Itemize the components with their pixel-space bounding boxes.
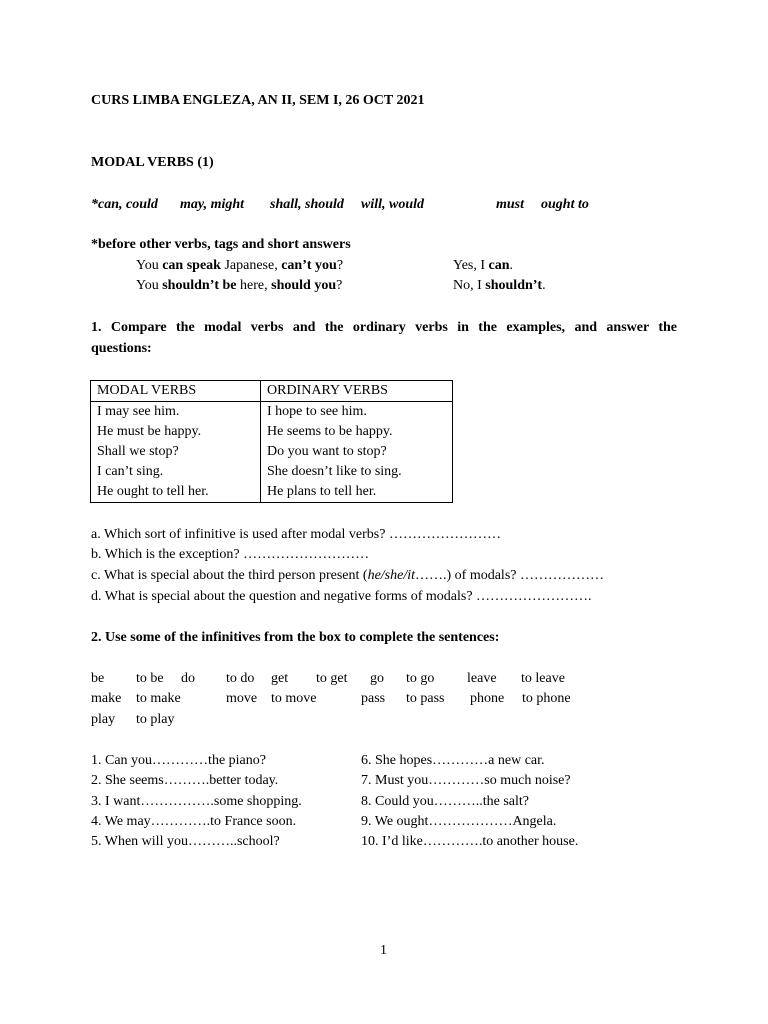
table-cell: She doesn’t like to sing. xyxy=(261,462,453,482)
sentence: 3. I want…………….some shopping. xyxy=(91,794,302,809)
modal-list-first xyxy=(91,195,158,215)
comparison-table xyxy=(90,380,453,503)
usage-answer-2: No, I shouldn’t. xyxy=(453,278,546,293)
infinitive: go xyxy=(370,671,384,686)
infinitive: to do xyxy=(226,671,255,686)
section-title: MODAL VERBS (1) xyxy=(91,155,214,170)
usage-answer-1: Yes, I can. xyxy=(453,258,514,273)
modal-item: ought to xyxy=(541,197,589,212)
sentence: 1. Can you…………the piano? xyxy=(91,753,266,768)
sentence: 9. We ought………………Angela. xyxy=(361,814,557,829)
table-cell: He must be happy. xyxy=(91,422,261,442)
infinitive: phone xyxy=(470,691,505,706)
question-c: c. What is special about the third person present (he/she/it…….) of modals? ……………… xyxy=(91,568,604,583)
modal-item: shall, should xyxy=(270,197,344,212)
sentence: 7. Must you…………so much noise? xyxy=(361,773,571,788)
table-header-row xyxy=(91,381,453,402)
infinitive: to play xyxy=(136,712,175,727)
modal-item: will, would xyxy=(361,197,425,212)
modal-item: must xyxy=(496,197,525,212)
course-header: CURS LIMBA ENGLEZA, AN II, SEM I, 26 OCT 2021 xyxy=(91,93,425,108)
modal-item: can, could xyxy=(98,197,158,212)
infinitive: to pass xyxy=(406,691,445,706)
table-row xyxy=(91,442,453,462)
usage-example-1: You can speak Japanese, can’t you? xyxy=(136,258,344,273)
infinitive: to move xyxy=(271,691,317,706)
column-header: ORDINARY VERBS xyxy=(261,381,453,402)
table-cell: Shall we stop? xyxy=(91,442,261,462)
exercise2-instruction: 2. Use some of the infinitives from the box to complete the sentences: xyxy=(91,630,500,645)
infinitive: to be xyxy=(136,671,164,686)
table-cell: I can’t sing. xyxy=(91,462,261,482)
infinitive: to make xyxy=(136,691,181,706)
table-row xyxy=(91,482,453,503)
infinitive: to leave xyxy=(521,671,565,686)
sentence: 2. She seems……….better today. xyxy=(91,773,279,788)
table-row xyxy=(91,402,453,423)
table-cell: He ought to tell her. xyxy=(91,482,261,503)
infinitive: to phone xyxy=(522,691,571,706)
infinitive: be xyxy=(91,671,105,686)
question-a: a. Which sort of infinitive is used after modal verbs? …………………… xyxy=(91,527,501,542)
table-cell: He plans to tell her. xyxy=(261,482,453,503)
infinitive: leave xyxy=(467,671,497,686)
infinitive: get xyxy=(271,671,289,686)
modal-item: may, might xyxy=(180,197,245,212)
table-row xyxy=(91,422,453,442)
exercise1-instruction: 1. Compare the modal verbs and the ordinary verbs in the examples, and answer the xyxy=(91,320,677,335)
exercise1-instruction-cont: questions: xyxy=(91,341,152,356)
infinitive: to go xyxy=(406,671,435,686)
column-header: MODAL VERBS xyxy=(91,381,261,402)
table-row xyxy=(91,462,453,482)
question-d: d. What is special about the question and negative forms of modals? ……………………. xyxy=(91,589,592,604)
page-number: 1 xyxy=(380,943,387,958)
infinitive: make xyxy=(91,691,122,706)
infinitive: do xyxy=(181,671,195,686)
sentence: 10. I’d like………….to another house. xyxy=(361,834,579,849)
infinitive: play xyxy=(91,712,116,727)
infinitive: pass xyxy=(361,691,386,706)
modal-star: * xyxy=(91,197,98,212)
table-cell: I may see him. xyxy=(91,402,261,423)
sentence: 5. When will you………..school? xyxy=(91,834,280,849)
sentence: 4. We may………….to France soon. xyxy=(91,814,297,829)
sentence: 6. She hopes…………a new car. xyxy=(361,753,545,768)
usage-example-2: You shouldn’t be here, should you? xyxy=(136,278,343,293)
table-cell: Do you want to stop? xyxy=(261,442,453,462)
table-cell: He seems to be happy. xyxy=(261,422,453,442)
question-b: b. Which is the exception? ……………………… xyxy=(91,547,370,562)
sentence: 8. Could you………..the salt? xyxy=(361,794,529,809)
infinitive: to get xyxy=(316,671,348,686)
usage-heading: *before other verbs, tags and short answers xyxy=(91,237,351,252)
infinitive: move xyxy=(226,691,258,706)
table-cell: I hope to see him. xyxy=(261,402,453,423)
